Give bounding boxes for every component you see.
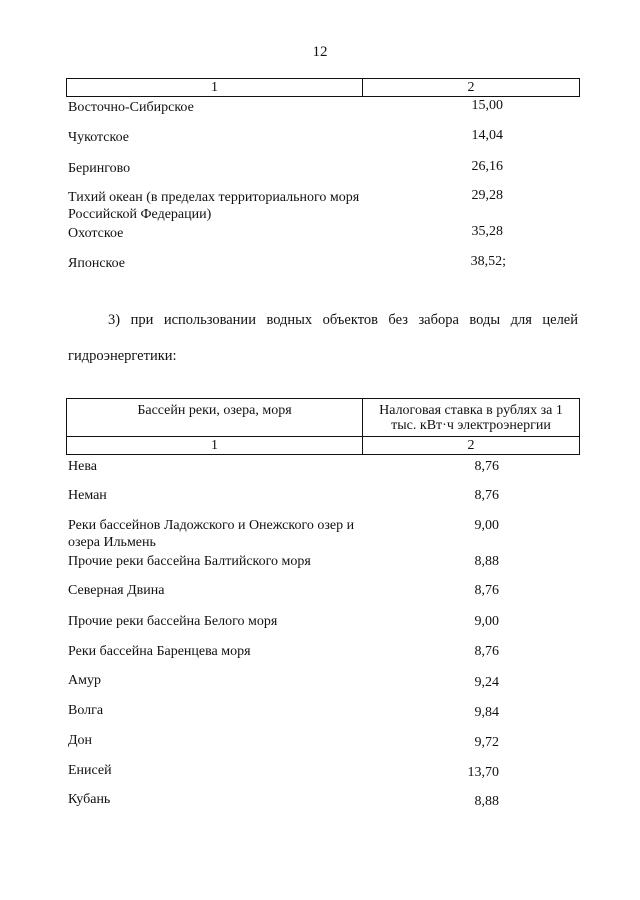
table-row-value: 9,84 (474, 705, 499, 720)
table-row-value: 8,88 (474, 794, 499, 809)
table-row-name: Кубань (68, 792, 111, 807)
page-number: 12 (312, 44, 328, 60)
table-row-value: 8,76 (474, 644, 499, 659)
table-row-name: Дон (68, 733, 93, 748)
table-row-name: Амур (68, 673, 101, 688)
table-row-name: Охотское (68, 226, 124, 241)
table-row-name: Реки бассейнов Ладожского и Онежского озер и озера Ильмень (68, 518, 355, 550)
table-row-value: 13,70 (467, 765, 499, 780)
table-row-value: 29,28 (471, 188, 503, 203)
paragraph-line-1: 3) при использовании водных объектов без забора воды для целей (108, 312, 578, 328)
table-row-value: 35,28 (471, 224, 503, 239)
table-row-name: Северная Двина (68, 583, 165, 598)
paragraph-line-2: гидроэнергетики: (68, 348, 177, 364)
table1-header (66, 78, 580, 97)
table2-header-col1-title: Бассейн реки, озера, моря (137, 403, 292, 418)
table1-header-col2: 2 (467, 80, 475, 95)
table2-header-col2-title: Налоговая ставка в рублях за 1 тыс. кВт·ч электроэнергии (379, 403, 563, 433)
table-row-value: 9,00 (474, 614, 499, 629)
table-row-name: Прочие реки бассейна Белого моря (68, 614, 278, 629)
table-row-name: Тихий океан (в пределах территориального моря Российской Федерации) (68, 190, 360, 222)
table-row-name: Неман (68, 488, 107, 503)
table-row-value: 38,52; (470, 254, 506, 269)
table-row-value: 9,72 (474, 735, 499, 750)
table2-header (66, 398, 580, 455)
table-row-name: Берингово (68, 161, 131, 176)
table-row-name: Чукотское (68, 130, 129, 145)
table2-header-col1: 1 (211, 438, 218, 453)
table-row-value: 8,76 (474, 488, 499, 503)
table-row-value: 9,00 (474, 518, 499, 533)
table-row-name: Нева (68, 459, 97, 474)
table2-header-col2: 2 (467, 438, 475, 453)
table-row-value: 8,76 (474, 583, 499, 598)
table1-header-col1: 1 (211, 80, 218, 95)
table-row-name: Реки бассейна Баренцева моря (68, 644, 251, 659)
table-row-name: Японское (68, 256, 126, 271)
table-row-value: 15,00 (471, 98, 503, 113)
table-row-value: 9,24 (474, 675, 499, 690)
table-row-name: Восточно-Сибирское (68, 100, 194, 115)
table-row-value: 26,16 (471, 159, 503, 174)
table-row-value: 14,04 (471, 128, 503, 143)
table-row-value: 8,88 (474, 554, 499, 569)
table-row-name: Енисей (68, 763, 112, 778)
table-row-name: Прочие реки бассейна Балтийского моря (68, 554, 311, 569)
table-row-name: Волга (68, 703, 104, 718)
table-row-value: 8,76 (474, 459, 499, 474)
